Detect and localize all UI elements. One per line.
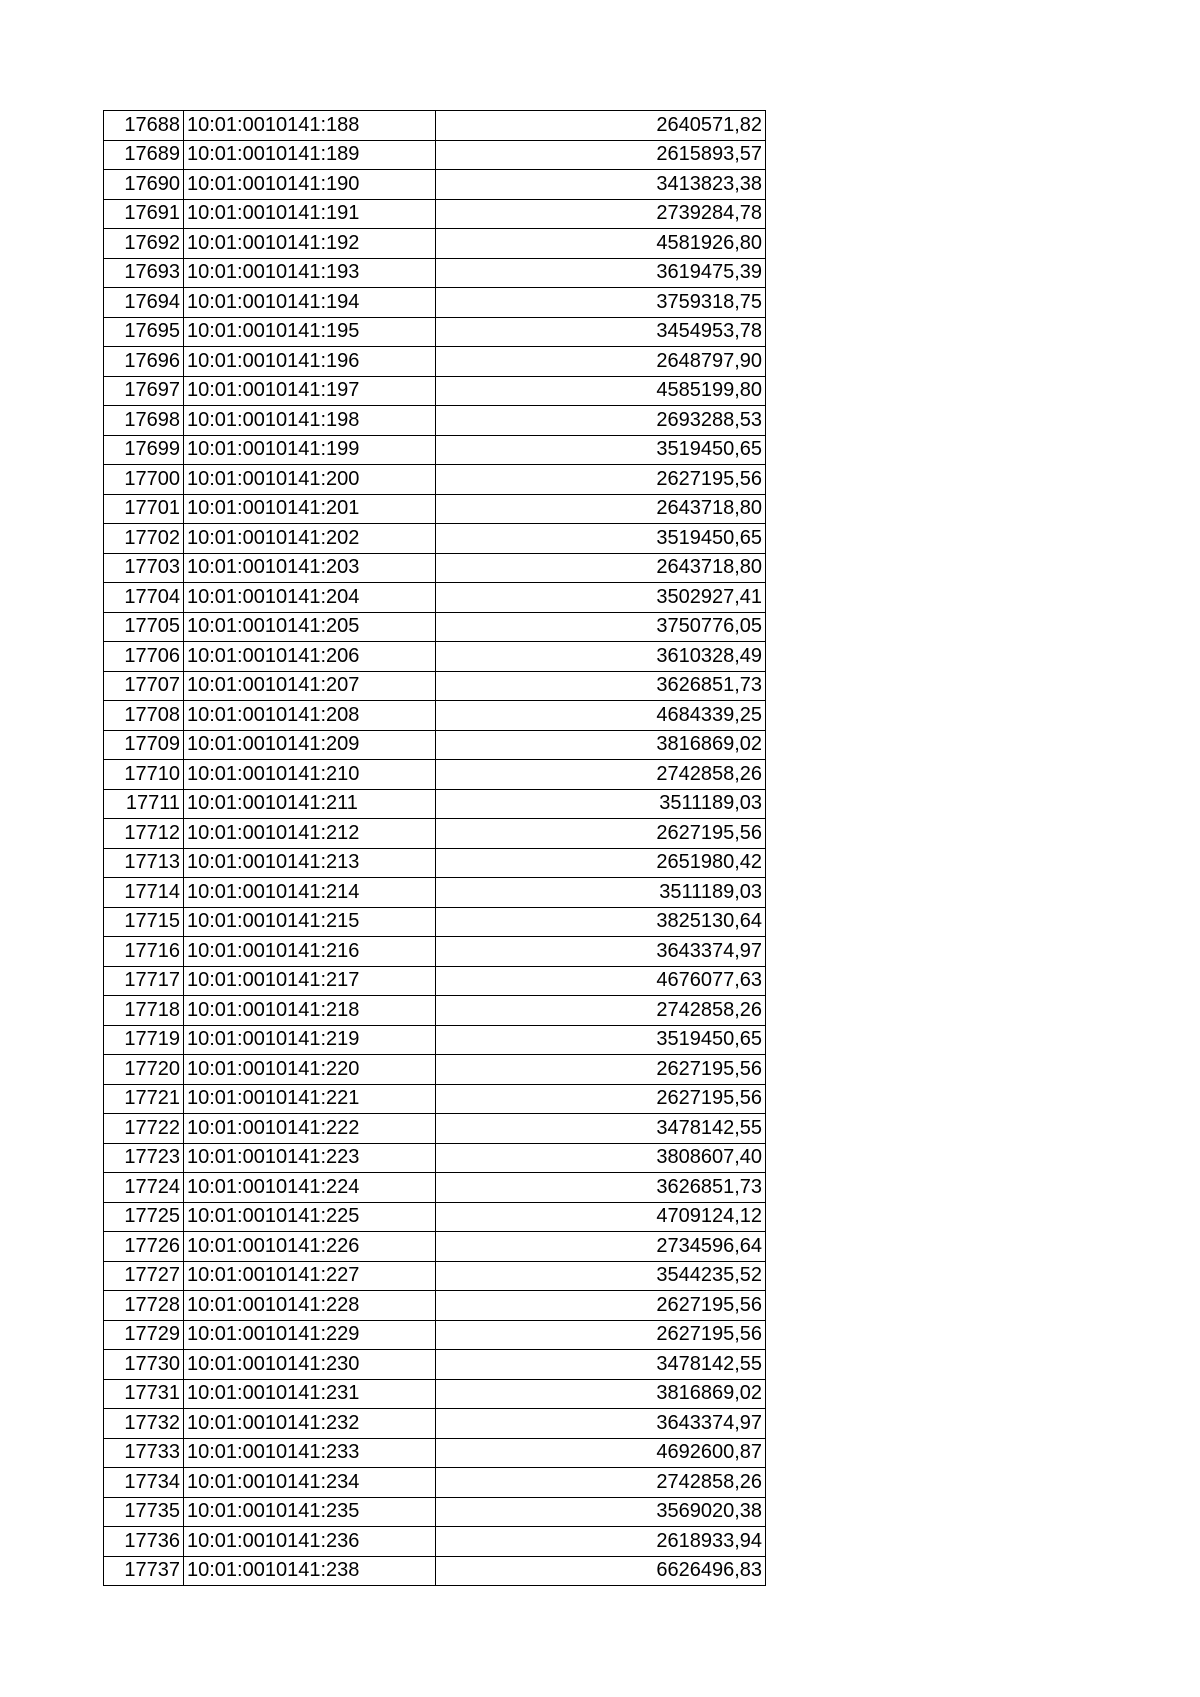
cadastral-number: 10:01:0010141:189	[184, 140, 436, 170]
table-row	[104, 1350, 766, 1380]
cadastral-number: 10:01:0010141:202	[184, 524, 436, 554]
cadastral-value: 3511189,03	[436, 789, 766, 819]
cadastral-value: 2648797,90	[436, 347, 766, 377]
row-number: 17735	[104, 1497, 184, 1527]
row-number: 17712	[104, 819, 184, 849]
table-row	[104, 199, 766, 229]
cadastral-value: 4709124,12	[436, 1202, 766, 1232]
row-number: 17726	[104, 1232, 184, 1262]
row-number: 17705	[104, 612, 184, 642]
cadastral-number: 10:01:0010141:230	[184, 1350, 436, 1380]
cadastral-number: 10:01:0010141:224	[184, 1173, 436, 1203]
cadastral-number: 10:01:0010141:235	[184, 1497, 436, 1527]
table-row	[104, 1497, 766, 1527]
cadastral-number: 10:01:0010141:214	[184, 878, 436, 908]
table-row	[104, 1232, 766, 1262]
table-row	[104, 140, 766, 170]
table-row	[104, 1261, 766, 1291]
row-number: 17731	[104, 1379, 184, 1409]
cadastral-number: 10:01:0010141:229	[184, 1320, 436, 1350]
cadastral-number: 10:01:0010141:204	[184, 583, 436, 613]
row-number: 17704	[104, 583, 184, 613]
table-row	[104, 789, 766, 819]
table-row	[104, 907, 766, 937]
table-row	[104, 612, 766, 642]
cadastral-number: 10:01:0010141:219	[184, 1025, 436, 1055]
row-number: 17697	[104, 376, 184, 406]
cadastral-value: 3626851,73	[436, 671, 766, 701]
row-number: 17737	[104, 1556, 184, 1586]
table-row	[104, 1202, 766, 1232]
cadastral-value: 2651980,42	[436, 848, 766, 878]
table-row	[104, 1468, 766, 1498]
cadastral-value: 2627195,56	[436, 1320, 766, 1350]
table-row	[104, 524, 766, 554]
cadastral-number: 10:01:0010141:201	[184, 494, 436, 524]
cadastral-value: 3816869,02	[436, 730, 766, 760]
cadastral-number: 10:01:0010141:194	[184, 288, 436, 318]
cadastral-value: 2693288,53	[436, 406, 766, 436]
row-number: 17728	[104, 1291, 184, 1321]
table-row	[104, 1173, 766, 1203]
table-row	[104, 642, 766, 672]
table-row	[104, 288, 766, 318]
cadastral-number: 10:01:0010141:210	[184, 760, 436, 790]
row-number: 17700	[104, 465, 184, 495]
row-number: 17730	[104, 1350, 184, 1380]
cadastral-number: 10:01:0010141:226	[184, 1232, 436, 1262]
row-number: 17707	[104, 671, 184, 701]
table-row	[104, 1527, 766, 1557]
cadastral-number: 10:01:0010141:225	[184, 1202, 436, 1232]
row-number: 17725	[104, 1202, 184, 1232]
table-row	[104, 966, 766, 996]
cadastral-number: 10:01:0010141:228	[184, 1291, 436, 1321]
cadastral-number: 10:01:0010141:222	[184, 1114, 436, 1144]
table-row	[104, 1409, 766, 1439]
table-row	[104, 1291, 766, 1321]
cadastral-value: 3478142,55	[436, 1350, 766, 1380]
table-row	[104, 1025, 766, 1055]
table-row	[104, 1084, 766, 1114]
table-row	[104, 465, 766, 495]
row-number: 17698	[104, 406, 184, 436]
row-number: 17715	[104, 907, 184, 937]
cadastral-value: 3643374,97	[436, 1409, 766, 1439]
cadastral-number: 10:01:0010141:232	[184, 1409, 436, 1439]
row-number: 17719	[104, 1025, 184, 1055]
table-row	[104, 583, 766, 613]
table-row	[104, 760, 766, 790]
cadastral-number: 10:01:0010141:231	[184, 1379, 436, 1409]
row-number: 17721	[104, 1084, 184, 1114]
table-row	[104, 376, 766, 406]
row-number: 17695	[104, 317, 184, 347]
row-number: 17724	[104, 1173, 184, 1203]
cadastral-value: 3454953,78	[436, 317, 766, 347]
cadastral-value: 3478142,55	[436, 1114, 766, 1144]
cadastral-value: 3816869,02	[436, 1379, 766, 1409]
cadastral-number: 10:01:0010141:196	[184, 347, 436, 377]
cadastral-number: 10:01:0010141:218	[184, 996, 436, 1026]
cadastral-number: 10:01:0010141:188	[184, 111, 436, 141]
table-row	[104, 1438, 766, 1468]
cadastral-number: 10:01:0010141:208	[184, 701, 436, 731]
row-number: 17720	[104, 1055, 184, 1085]
cadastral-number: 10:01:0010141:197	[184, 376, 436, 406]
cadastral-value-table	[103, 110, 766, 1586]
cadastral-value: 6626496,83	[436, 1556, 766, 1586]
row-number: 17691	[104, 199, 184, 229]
cadastral-number: 10:01:0010141:195	[184, 317, 436, 347]
cadastral-value: 2627195,56	[436, 1291, 766, 1321]
row-number: 17733	[104, 1438, 184, 1468]
cadastral-value: 2643718,80	[436, 553, 766, 583]
table-row	[104, 258, 766, 288]
cadastral-number: 10:01:0010141:234	[184, 1468, 436, 1498]
cadastral-value: 3502927,41	[436, 583, 766, 613]
cadastral-value: 2615893,57	[436, 140, 766, 170]
table-row	[104, 701, 766, 731]
cadastral-number: 10:01:0010141:227	[184, 1261, 436, 1291]
cadastral-value: 4684339,25	[436, 701, 766, 731]
table-row	[104, 878, 766, 908]
cadastral-number: 10:01:0010141:221	[184, 1084, 436, 1114]
cadastral-value: 3619475,39	[436, 258, 766, 288]
cadastral-number: 10:01:0010141:238	[184, 1556, 436, 1586]
row-number: 17723	[104, 1143, 184, 1173]
table-body	[104, 111, 766, 1586]
row-number: 17688	[104, 111, 184, 141]
row-number: 17736	[104, 1527, 184, 1557]
table-row	[104, 848, 766, 878]
row-number: 17717	[104, 966, 184, 996]
cadastral-value: 3808607,40	[436, 1143, 766, 1173]
row-number: 17690	[104, 170, 184, 200]
row-number: 17699	[104, 435, 184, 465]
cadastral-value: 3825130,64	[436, 907, 766, 937]
cadastral-value: 3643374,97	[436, 937, 766, 967]
table-row	[104, 1379, 766, 1409]
cadastral-number: 10:01:0010141:211	[184, 789, 436, 819]
table-row	[104, 1055, 766, 1085]
cadastral-value: 2627195,56	[436, 1055, 766, 1085]
cadastral-value: 2618933,94	[436, 1527, 766, 1557]
row-number: 17729	[104, 1320, 184, 1350]
row-number: 17696	[104, 347, 184, 377]
table-row	[104, 996, 766, 1026]
cadastral-value: 2627195,56	[436, 465, 766, 495]
cadastral-number: 10:01:0010141:199	[184, 435, 436, 465]
row-number: 17703	[104, 553, 184, 583]
cadastral-number: 10:01:0010141:209	[184, 730, 436, 760]
cadastral-number: 10:01:0010141:207	[184, 671, 436, 701]
table-row	[104, 229, 766, 259]
row-number: 17716	[104, 937, 184, 967]
cadastral-value: 2627195,56	[436, 819, 766, 849]
cadastral-number: 10:01:0010141:236	[184, 1527, 436, 1557]
row-number: 17722	[104, 1114, 184, 1144]
cadastral-value: 2627195,56	[436, 1084, 766, 1114]
cadastral-value: 3750776,05	[436, 612, 766, 642]
table-row	[104, 1320, 766, 1350]
table-row	[104, 406, 766, 436]
table-row	[104, 347, 766, 377]
cadastral-value: 2640571,82	[436, 111, 766, 141]
cadastral-value: 2739284,78	[436, 199, 766, 229]
cadastral-number: 10:01:0010141:233	[184, 1438, 436, 1468]
cadastral-number: 10:01:0010141:217	[184, 966, 436, 996]
cadastral-number: 10:01:0010141:193	[184, 258, 436, 288]
row-number: 17710	[104, 760, 184, 790]
cadastral-value: 4585199,80	[436, 376, 766, 406]
row-number: 17702	[104, 524, 184, 554]
table-row	[104, 317, 766, 347]
table-row	[104, 494, 766, 524]
table-row	[104, 1114, 766, 1144]
table-row	[104, 730, 766, 760]
cadastral-number: 10:01:0010141:191	[184, 199, 436, 229]
cadastral-number: 10:01:0010141:205	[184, 612, 436, 642]
table-row	[104, 819, 766, 849]
cadastral-value: 3544235,52	[436, 1261, 766, 1291]
cadastral-value: 2742858,26	[436, 996, 766, 1026]
row-number: 17709	[104, 730, 184, 760]
table-row	[104, 1556, 766, 1586]
row-number: 17714	[104, 878, 184, 908]
cadastral-number: 10:01:0010141:212	[184, 819, 436, 849]
cadastral-value: 3511189,03	[436, 878, 766, 908]
row-number: 17734	[104, 1468, 184, 1498]
cadastral-value: 4581926,80	[436, 229, 766, 259]
cadastral-value: 3519450,65	[436, 435, 766, 465]
row-number: 17689	[104, 140, 184, 170]
row-number: 17701	[104, 494, 184, 524]
cadastral-value: 3569020,38	[436, 1497, 766, 1527]
row-number: 17692	[104, 229, 184, 259]
row-number: 17718	[104, 996, 184, 1026]
row-number: 17706	[104, 642, 184, 672]
cadastral-number: 10:01:0010141:192	[184, 229, 436, 259]
cadastral-value: 3626851,73	[436, 1173, 766, 1203]
table-row	[104, 170, 766, 200]
table-row	[104, 1143, 766, 1173]
cadastral-number: 10:01:0010141:215	[184, 907, 436, 937]
cadastral-value: 4676077,63	[436, 966, 766, 996]
cadastral-number: 10:01:0010141:216	[184, 937, 436, 967]
cadastral-value: 2742858,26	[436, 1468, 766, 1498]
row-number: 17713	[104, 848, 184, 878]
table-row	[104, 111, 766, 141]
cadastral-value: 3519450,65	[436, 524, 766, 554]
table-row	[104, 937, 766, 967]
row-number: 17711	[104, 789, 184, 819]
cadastral-number: 10:01:0010141:190	[184, 170, 436, 200]
cadastral-value: 4692600,87	[436, 1438, 766, 1468]
cadastral-number: 10:01:0010141:223	[184, 1143, 436, 1173]
cadastral-value: 2734596,64	[436, 1232, 766, 1262]
table-row	[104, 435, 766, 465]
row-number: 17694	[104, 288, 184, 318]
cadastral-number: 10:01:0010141:200	[184, 465, 436, 495]
cadastral-value: 3610328,49	[436, 642, 766, 672]
cadastral-number: 10:01:0010141:203	[184, 553, 436, 583]
cadastral-value: 2742858,26	[436, 760, 766, 790]
row-number: 17732	[104, 1409, 184, 1439]
row-number: 17693	[104, 258, 184, 288]
row-number: 17708	[104, 701, 184, 731]
table-row	[104, 553, 766, 583]
cadastral-number: 10:01:0010141:220	[184, 1055, 436, 1085]
cadastral-number: 10:01:0010141:213	[184, 848, 436, 878]
cadastral-value: 3413823,38	[436, 170, 766, 200]
table-row	[104, 671, 766, 701]
cadastral-value: 2643718,80	[436, 494, 766, 524]
cadastral-value: 3759318,75	[436, 288, 766, 318]
row-number: 17727	[104, 1261, 184, 1291]
cadastral-number: 10:01:0010141:206	[184, 642, 436, 672]
cadastral-value: 3519450,65	[436, 1025, 766, 1055]
cadastral-number: 10:01:0010141:198	[184, 406, 436, 436]
